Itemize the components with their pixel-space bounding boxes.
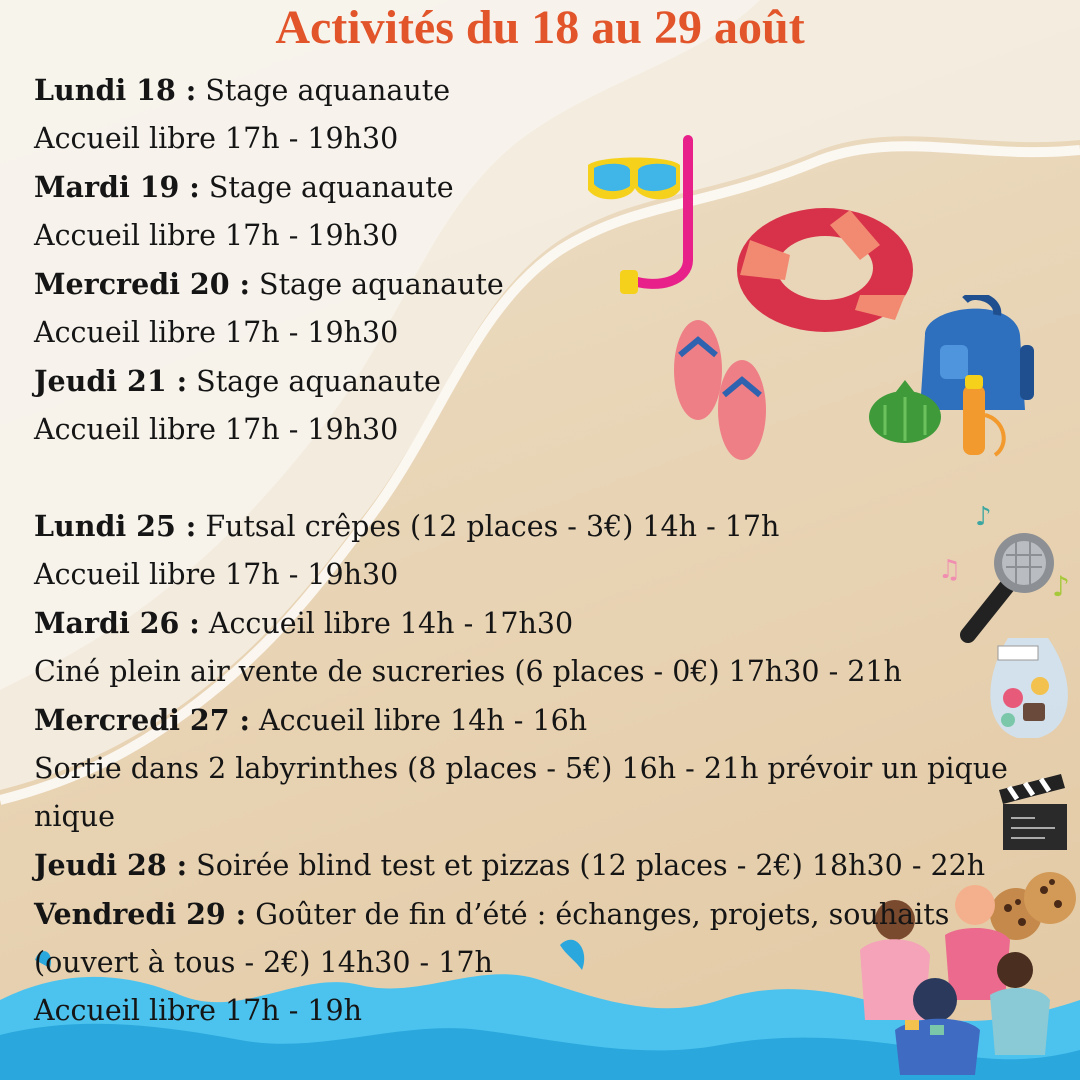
schedule-line [34, 696, 1054, 745]
schedule-line [34, 987, 1054, 1035]
day-label: Vendredi 29 : [34, 897, 247, 931]
schedule-line [34, 212, 1054, 260]
page-title: Activités du 18 au 29 août [275, 1, 805, 54]
day-label: Mercredi 27 : [34, 703, 250, 737]
schedule-line [34, 406, 1054, 454]
schedule-line [34, 66, 1054, 115]
activity-text: Stage aquanaute [199, 171, 454, 204]
schedule-line [34, 309, 1054, 357]
activity-text: Stage aquanaute [249, 268, 504, 301]
schedule-line [34, 648, 1054, 696]
schedule-line [34, 502, 1054, 551]
day-label: Mardi 19 : [34, 170, 200, 204]
day-label: Jeudi 28 : [34, 848, 188, 882]
activity-text: Accueil libre 17h - 19h30 [34, 316, 399, 349]
activity-text: Accueil libre 14h - 16h [249, 704, 588, 737]
activity-text: Accueil libre 17h - 19h30 [34, 219, 399, 252]
activity-text: Accueil libre 17h - 19h30 [34, 413, 399, 446]
activity-text: Stage aquanaute [196, 74, 451, 107]
day-label: Jeudi 21 : [34, 364, 188, 398]
schedule-line [34, 115, 1054, 163]
day-label: Mercredi 20 : [34, 267, 250, 301]
activity-text: Ciné plein air vente de sucreries (6 places - 0€) 17h30 - 21h [34, 655, 902, 688]
schedule-line [34, 841, 1054, 890]
activity-text: Stage aquanaute [187, 365, 441, 398]
day-label: Lundi 18 : [34, 73, 197, 107]
schedule-spacer [34, 454, 1054, 502]
activity-schedule [34, 66, 1054, 1035]
schedule-line [34, 745, 1054, 841]
schedule-line [34, 551, 1054, 599]
activity-text: Sortie dans 2 labyrinthes (8 places - 5€) 16h - 21h prévoir un pique nique [34, 752, 1008, 833]
schedule-line [34, 599, 1054, 648]
activity-text: Goûter de fin d’été : échanges, projets, souhaits (ouvert à tous - 2€) 14h30 - 17h [34, 898, 950, 979]
activity-text: Futsal crêpes (12 places - 3€) 14h - 17h [196, 510, 780, 543]
activity-text: Accueil libre 14h - 17h30 [199, 607, 574, 640]
music-notes-icon: ♪ [1052, 570, 1070, 603]
activity-text: Accueil libre 17h - 19h [34, 994, 363, 1027]
schedule-line [34, 890, 1054, 987]
activity-text: Soirée blind test et pizzas (12 places - 2€) 18h30 - 22h [187, 849, 986, 882]
music-notes-icon: ♪ [975, 502, 992, 532]
schedule-line [34, 260, 1054, 309]
activity-text: Accueil libre 17h - 19h30 [34, 558, 399, 591]
activity-text: Accueil libre 17h - 19h30 [34, 122, 399, 155]
schedule-line [34, 163, 1054, 212]
schedule-line [34, 357, 1054, 406]
day-label: Lundi 25 : [34, 509, 197, 543]
day-label: Mardi 26 : [34, 606, 200, 640]
music-notes-icon: ♫ [938, 555, 962, 585]
